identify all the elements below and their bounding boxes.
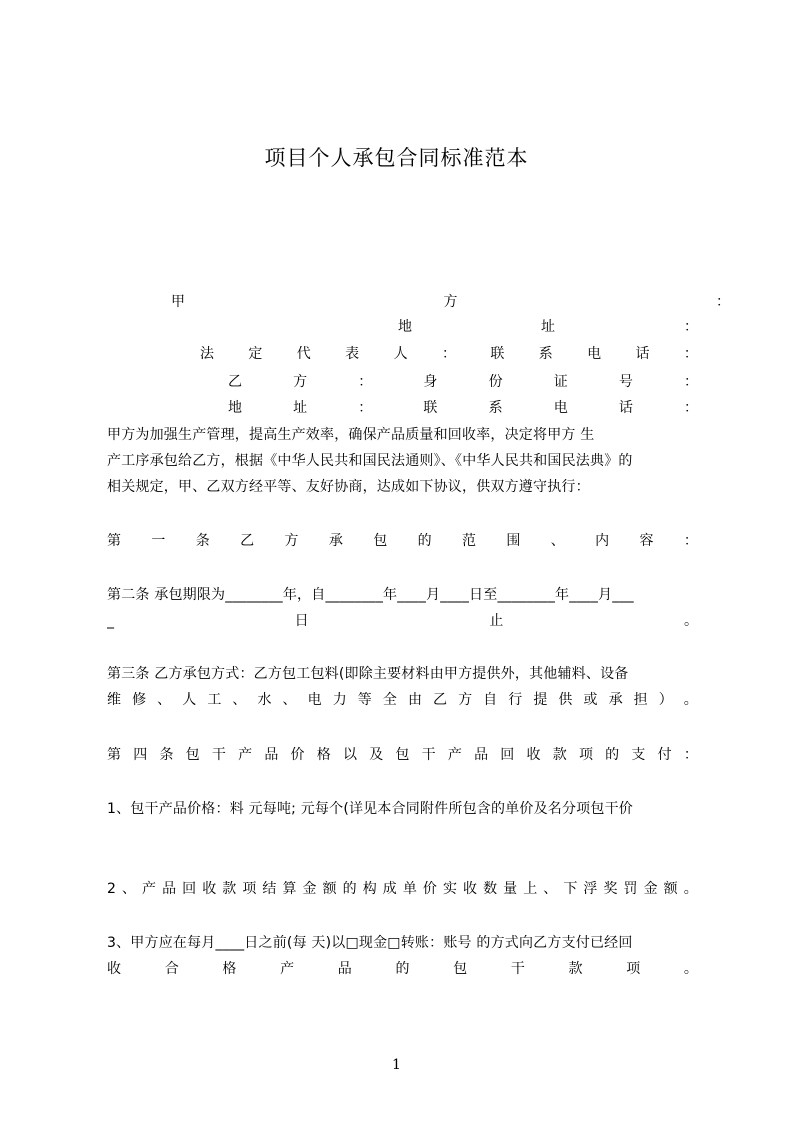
line-char: 格 — [222, 961, 237, 977]
line-char: 电 — [307, 692, 322, 708]
item-2 — [107, 878, 698, 900]
line-char: 。 — [683, 881, 698, 897]
party-a-line — [139, 291, 730, 313]
line-char: 包 — [373, 533, 388, 549]
line-char: 或 — [583, 692, 598, 708]
line-char: 的 — [605, 747, 620, 763]
line-char: _ — [107, 613, 114, 629]
line-char: 算 — [282, 881, 297, 897]
line-char: 址 — [293, 400, 308, 416]
line-char: 项 — [626, 961, 641, 977]
line-char: 项 — [242, 881, 257, 897]
line-char: 法 — [200, 346, 214, 362]
article-3-line-2 — [107, 689, 698, 711]
document-title: 项目个人承包合同标准范本 — [264, 146, 529, 170]
line-char: 水 — [257, 692, 272, 708]
line-char: 、 — [157, 692, 172, 708]
line-char: 产 — [447, 747, 462, 763]
line-char: 品 — [264, 747, 279, 763]
page-number: 1 — [392, 1057, 401, 1073]
line-char: 产 — [142, 881, 157, 897]
line-char: ： — [716, 294, 730, 310]
line-char: 产 — [280, 961, 295, 977]
legal-rep-line — [200, 343, 698, 365]
line-char: 日 — [294, 613, 309, 629]
line-char: 供 — [558, 692, 573, 708]
intro-line-3: 相关规定，甲、乙双方经平等、友好协商，达成如下协议，供双方遵守执行： — [107, 479, 590, 495]
line-char: 2 — [107, 881, 116, 897]
party-a-address-line — [398, 316, 698, 338]
line-char: 电 — [587, 346, 602, 362]
line-char: 包 — [185, 747, 200, 763]
line-char: 金 — [302, 881, 317, 897]
line-char: 、 — [282, 692, 297, 708]
line-char: 下 — [563, 881, 578, 897]
line-char: 合 — [164, 961, 179, 977]
line-char: 的 — [417, 533, 432, 549]
line-char: 金 — [643, 881, 658, 897]
line-char: 收 — [463, 881, 478, 897]
line-char: 行 — [508, 692, 523, 708]
line-char: 奖 — [603, 881, 618, 897]
line-char: 、 — [543, 881, 558, 897]
line-char: 干 — [421, 747, 436, 763]
line-char: 工 — [207, 692, 222, 708]
line-char: 联 — [490, 346, 505, 362]
line-char: 的 — [342, 881, 357, 897]
line-char: 成 — [382, 881, 397, 897]
line-char: 量 — [503, 881, 518, 897]
line-char: 品 — [162, 881, 177, 897]
line-char: 格 — [316, 747, 331, 763]
line-char: 。 — [683, 961, 698, 977]
line-char: 号 — [618, 374, 633, 390]
line-char: 款 — [552, 747, 567, 763]
line-char: 话 — [618, 400, 633, 416]
line-char: 联 — [423, 400, 438, 416]
item-3-line-1: 3、甲方应在每月____日之前(每 天)以□现金□转账：账号 的方式向乙方支付已经回 — [107, 935, 633, 951]
line-char: 干 — [510, 961, 525, 977]
line-char: 内 — [595, 533, 610, 549]
line-char: 方 — [284, 533, 299, 549]
line-char: 四 — [133, 747, 148, 763]
line-char: 包 — [453, 961, 468, 977]
line-char: 收 — [526, 747, 541, 763]
line-char: 人 — [182, 692, 197, 708]
line-char: 项 — [578, 747, 593, 763]
line-char: 价 — [422, 881, 437, 897]
line-char: 身 — [423, 374, 438, 390]
line-char: 由 — [407, 692, 422, 708]
line-char: 承 — [328, 533, 343, 549]
article-3-line-1: 第三条 乙方承包方式：乙方包工包料(即除主要材料由甲方提供外，其他辅料、设备 — [107, 666, 629, 682]
line-char: 产 — [238, 747, 253, 763]
line-char: ： — [683, 400, 698, 416]
line-char: 定 — [248, 346, 263, 362]
line-char: 等 — [357, 692, 372, 708]
line-char: 。 — [683, 613, 698, 629]
line-char: 支 — [631, 747, 646, 763]
line-char: 方 — [458, 692, 473, 708]
line-char: 额 — [322, 881, 337, 897]
line-char: 付 — [657, 747, 672, 763]
intro-line-1: 甲方为加强生产管理，提高生产效率，确保产品质量和回收率，决定将甲方 生 — [107, 427, 595, 443]
line-char: 乙 — [433, 692, 448, 708]
line-char: 数 — [483, 881, 498, 897]
line-char: 收 — [107, 961, 121, 977]
line-char: 回 — [182, 881, 197, 897]
line-char: 价 — [290, 747, 305, 763]
line-char: 一 — [151, 533, 166, 549]
line-char: ： — [358, 374, 373, 390]
line-char: 系 — [488, 400, 503, 416]
article-1 — [107, 530, 698, 552]
line-char: 容 — [639, 533, 654, 549]
line-char: ： — [683, 747, 698, 763]
line-char: 实 — [442, 881, 457, 897]
line-char: 乙 — [228, 374, 242, 390]
line-char: 担 — [633, 692, 648, 708]
line-char: 构 — [362, 881, 377, 897]
line-char: 乙 — [240, 533, 255, 549]
line-char: 。 — [683, 692, 698, 708]
line-char: 品 — [337, 961, 352, 977]
intro-line-2: 产工序承包给乙方，根据《中华人民共和国民法通则》、《中华人民共和国民法典》的 — [107, 453, 633, 469]
line-char: 证 — [553, 374, 568, 390]
line-char: 及 — [369, 747, 384, 763]
line-char: 止 — [489, 613, 504, 629]
line-char: 单 — [402, 881, 417, 897]
line-char: 、 — [232, 692, 247, 708]
line-char: 款 — [222, 881, 237, 897]
line-char: 甲 — [171, 294, 185, 310]
article-2-line-1: 第二条 承包期限为________年，自________年____月____日至________年____月___ — [107, 587, 634, 603]
line-char: 址 — [541, 319, 555, 335]
line-char: 罚 — [623, 881, 638, 897]
line-char: 浮 — [583, 881, 598, 897]
line-char: 维 — [107, 692, 121, 708]
line-char: 承 — [608, 692, 623, 708]
line-char: 、 — [550, 533, 565, 549]
line-char: 表 — [345, 346, 360, 362]
line-char: 的 — [395, 961, 410, 977]
item-1: 1、包干产品价格：料 元每吨; 元每个(详见本合同附件所包含的单价及名分项包干价 — [107, 801, 633, 817]
line-char: 条 — [159, 747, 174, 763]
line-char: ： — [358, 400, 373, 416]
line-char: 电 — [553, 400, 568, 416]
line-char: 干 — [211, 747, 226, 763]
line-char: ： — [683, 346, 698, 362]
line-char: 额 — [663, 881, 678, 897]
line-char: ） — [658, 692, 673, 708]
line-char: 第 — [107, 533, 121, 549]
line-char: 包 — [395, 747, 410, 763]
line-char: 品 — [474, 747, 489, 763]
line-char: 自 — [483, 692, 498, 708]
line-char: ： — [441, 346, 456, 362]
line-char: 收 — [202, 881, 217, 897]
line-char: ： — [683, 374, 698, 390]
line-char: 以 — [342, 747, 357, 763]
line-char: ： — [684, 319, 698, 335]
line-char: 人 — [393, 346, 408, 362]
line-char: 系 — [538, 346, 553, 362]
line-char: 份 — [488, 374, 503, 390]
line-char: 上 — [523, 881, 538, 897]
line-char: 全 — [382, 692, 397, 708]
line-char: 回 — [500, 747, 515, 763]
party-b-line — [228, 371, 698, 393]
line-char: 结 — [262, 881, 277, 897]
line-char: 范 — [462, 533, 476, 549]
line-char: 代 — [296, 346, 311, 362]
line-char: 力 — [332, 692, 347, 708]
line-char: 修 — [132, 692, 147, 708]
line-char: 方 — [293, 374, 308, 390]
line-char: 地 — [228, 400, 242, 416]
article-2-line-2 — [107, 610, 698, 632]
line-char: 提 — [533, 692, 548, 708]
line-char: 、 — [121, 881, 136, 897]
line-char: 条 — [195, 533, 210, 549]
line-char: 第 — [107, 747, 121, 763]
line-char: 地 — [398, 319, 412, 335]
party-b-address-line — [228, 397, 698, 419]
line-char: 围 — [506, 533, 521, 549]
item-3-line-2 — [107, 958, 698, 980]
article-4 — [107, 744, 698, 766]
line-char: ： — [683, 533, 698, 549]
line-char: 款 — [568, 961, 583, 977]
line-char: 话 — [635, 346, 650, 362]
line-char: 方 — [443, 294, 458, 310]
